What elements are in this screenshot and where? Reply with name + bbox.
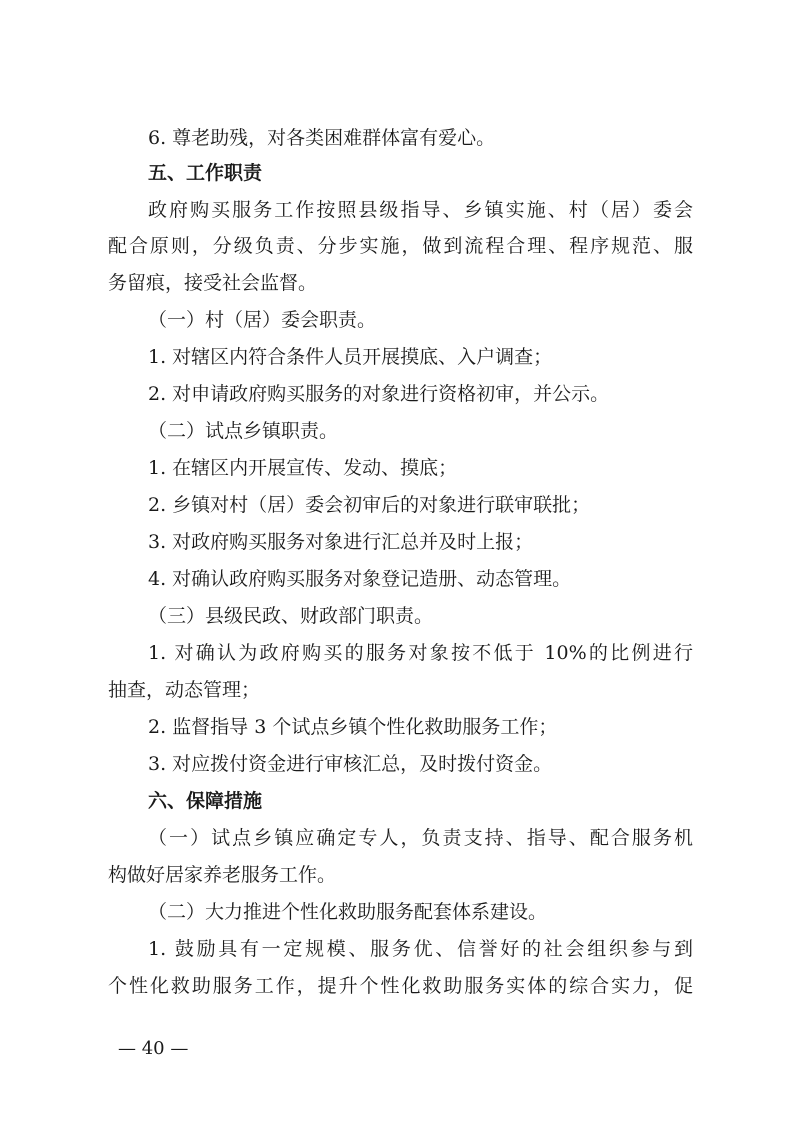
page-number: — 40 — [118,1038,189,1059]
text-line: 政府购买服务工作按照县级指导、乡镇实施、村（居）委会 [148,199,693,221]
text-line: 2. 监督指导 3 个试点乡镇个性化救助服务工作； [148,716,558,738]
text-line: 1. 对辖区内符合条件人员开展摸底、入户调查； [148,346,553,368]
text-line: 1. 在辖区内开展宣传、发动、摸底； [148,457,458,479]
text-line: 2. 对申请政府购买服务的对象进行资格初审，并公示。 [148,383,610,405]
text-line: 务留痕，接受社会监督。 [108,272,318,294]
text-line: 1. 对确认为政府购买的服务对象按不低于 10%的比例进行 [148,642,693,664]
section-heading: 五、工作职责 [148,162,263,184]
text-line: 6. 尊老助残，对各类困难群体富有爱心。 [148,127,496,149]
text-line: 配合原则，分级负责、分步实施，做到流程合理、程序规范、服 [108,235,693,257]
text-line: 3. 对应拨付资金进行审核汇总，及时拨付资金。 [148,753,553,775]
text-line: 4. 对确认政府购买服务对象登记造册、动态管理。 [148,568,572,590]
text-line: 抽查，动态管理； [108,679,261,701]
text-line: 个性化救助服务工作，提升个性化救助服务实体的综合实力，促 [108,975,693,997]
section-heading: 六、保障措施 [148,790,263,812]
text-line: 2. 乡镇对村（居）委会初审后的对象进行联审联批； [148,494,591,516]
subsection-heading: （一）村（居）委会职责。 [148,309,377,331]
subsection-heading: （三）县级民政、财政部门职责。 [148,605,434,627]
text-line: 1. 鼓励具有一定规模、服务优、信誉好的社会组织参与到 [148,938,693,960]
text-line: （一）试点乡镇应确定专人，负责支持、指导、配合服务机 [148,827,693,849]
subsection-heading: （二）大力推进个性化救助服务配套体系建设。 [148,901,548,923]
text-line: 构做好居家养老服务工作。 [108,864,337,886]
text-line: 3. 对政府购买服务对象进行汇总并及时上报； [148,531,534,553]
subsection-heading: （二）试点乡镇职责。 [148,420,339,442]
